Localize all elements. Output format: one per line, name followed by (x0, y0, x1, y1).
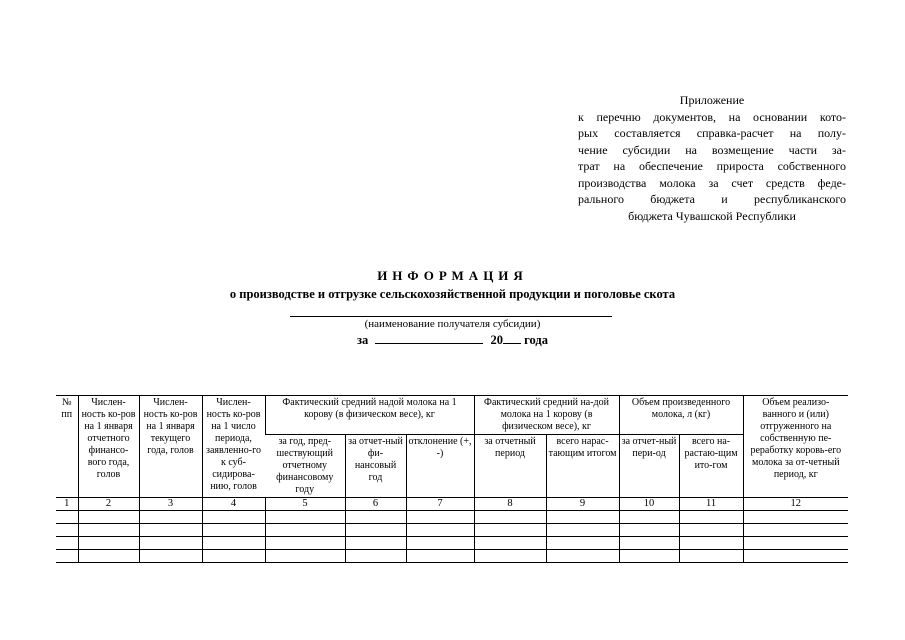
header-volume-period: за отчет-ный пери-од (619, 435, 679, 498)
appendix-line: рального бюджета и республиканского (578, 192, 846, 206)
header-reporting-period: за отчетный период (474, 435, 546, 498)
appendix-line: рых составляется справка-расчет на полу- (578, 126, 846, 140)
period-prefix: за (357, 333, 369, 347)
appendix-line: производства молока за счет средств феде- (578, 175, 846, 190)
header-avg-yield-period: Фактический средний на-дой молока на 1 корову (в физическом весе), кг (474, 396, 619, 435)
table-row (56, 550, 848, 563)
column-number: 1 (56, 498, 78, 511)
column-number: 3 (139, 498, 202, 511)
table-row (56, 537, 848, 550)
column-number: 5 (265, 498, 345, 511)
column-number: 6 (345, 498, 406, 511)
header-reporting-year: за отчет-ный фи-нансовый год (345, 435, 406, 498)
column-number: 4 (202, 498, 265, 511)
column-number: 9 (546, 498, 619, 511)
header-number: № пп (56, 396, 78, 498)
header-deviation: отклонение (+, -) (406, 435, 474, 498)
appendix-line: бюджета Чувашской Республики (628, 208, 796, 223)
column-number: 8 (474, 498, 546, 511)
header-avg-yield-year: Фактический средний надой молока на 1 корову (в физическом весе), кг (265, 396, 474, 435)
period-year: 20 (490, 333, 504, 347)
appendix-title: Приложение (679, 93, 745, 107)
header-milk-volume: Объем произведенного молока, л (кг) (619, 396, 743, 435)
column-number: 11 (679, 498, 743, 511)
header-cows-jan-current-year: Числен-ность ко-ров на 1 января текущего года, голов (139, 396, 202, 498)
header-cows-jan-reporting-year: Числен-ность ко-ров на 1 января отчетного финансо-вого года, голов (78, 396, 139, 498)
appendix-line: чение субсидии на возмещение части за- (578, 142, 846, 157)
header-prev-year: за год, пред-шествующий отчетному финансовому году (265, 435, 345, 498)
column-number: 7 (406, 498, 474, 511)
appendix-line: к перечню документов, на основании кото- (578, 109, 846, 124)
column-number: 2 (78, 498, 139, 511)
table-row (56, 524, 848, 537)
period-line (0, 332, 905, 348)
period-date-blank (375, 332, 483, 344)
period-year-blank (503, 332, 521, 344)
appendix-line: трат на обеспечение прироста собственного (578, 159, 846, 173)
info-table (56, 395, 848, 563)
header-cumulative-total: всего нарас-тающим итогом (546, 435, 619, 498)
appendix-block (578, 92, 846, 224)
table-row (56, 511, 848, 524)
header-cows-period-start: Числен-ность ко-ров на 1 число периода, заявленно-го к суб-сидирова-нию, голов (202, 396, 265, 498)
document-subtitle: о производстве и отгрузке сельскохозяйственной продукции и поголовье скота (229, 287, 676, 301)
header-volume-cumulative: всего на-растаю-щим ито-гом (679, 435, 743, 498)
period-suffix: года (524, 333, 548, 347)
recipient-label: (наименование получателя субсидии) (364, 318, 541, 330)
column-number: 12 (743, 498, 848, 511)
column-number: 10 (619, 498, 679, 511)
document-title: ИНФОРМАЦИЯ (377, 268, 528, 283)
header-milk-sold: Объем реализо-ванного и (или) отгруженного на собственную пе-реработку коровь-его молока за от-четный период, кг (743, 396, 848, 498)
recipient-blank-line (290, 316, 612, 317)
